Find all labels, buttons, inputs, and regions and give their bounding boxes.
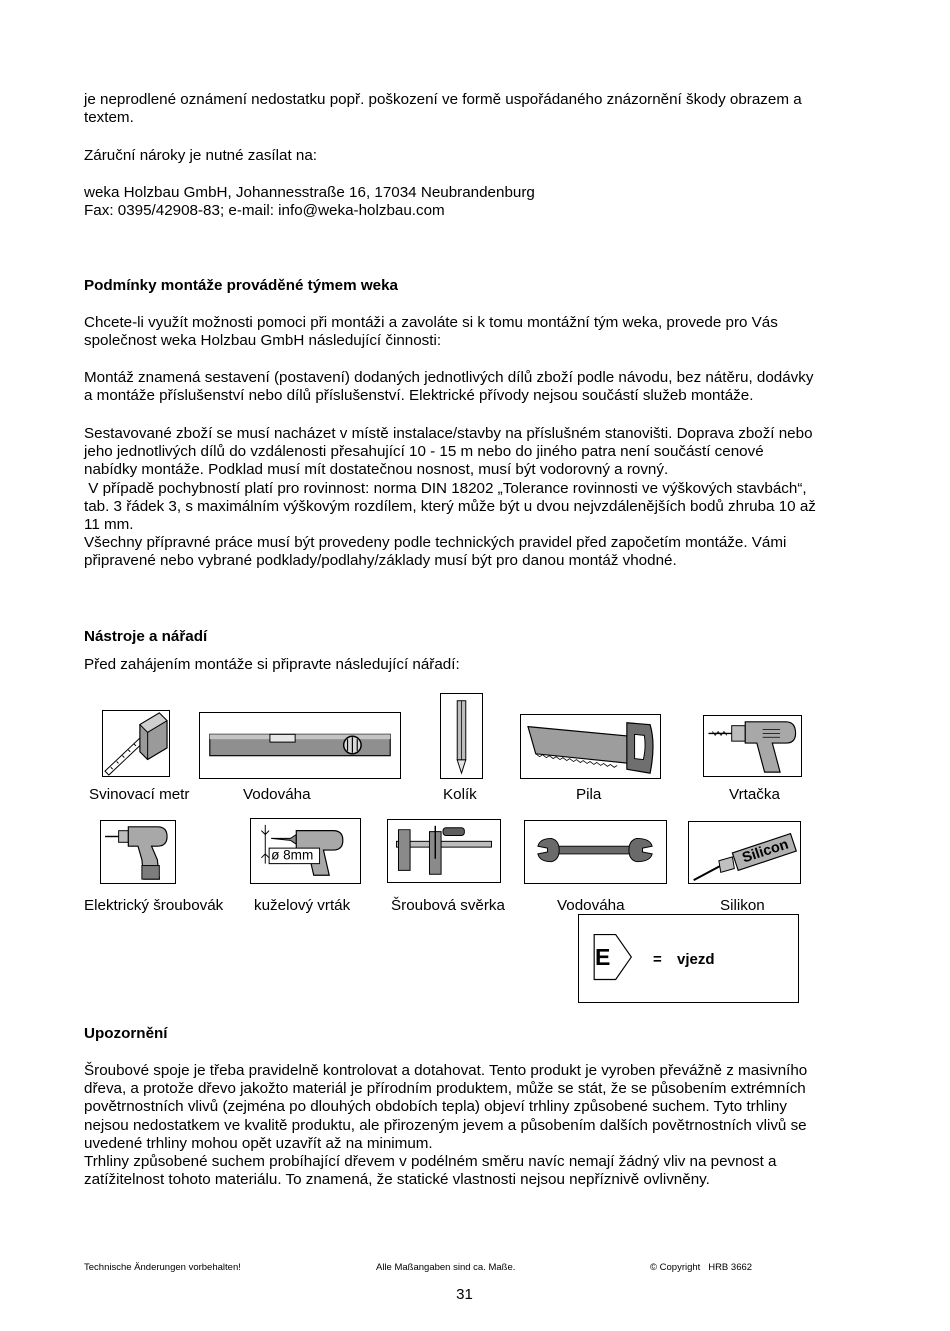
text-line: Sestavované zboží se musí nacházet v místě instalace/stavby na příslušném stanovišti. Doprava zboží nebo [84, 425, 813, 442]
text-line: Chcete-li využít možnosti pomoci při montáži a zavoláte si k tomu montážní tým weka, provede pro Vás [84, 314, 778, 331]
warning-heading: Upozornění [84, 1025, 168, 1042]
cordless-screwdriver-icon [100, 820, 176, 884]
intro-line: je neprodlené oznámení nedostatku popř. poškození ve formě uspořádaného znázornění škody obrazem a [84, 91, 802, 108]
tools-heading: Nástroje a nářadí [84, 628, 208, 645]
text-line: nejsou nedostatkem ve kvalitě produktu, ale přirozeným jevem a působením dalších povětrnostních vlivů se [84, 1116, 807, 1134]
text-line: a montáže příslušenství nebo dílů příslušenství. Elektrické přívody nejsou součástí služeb montáže. [84, 387, 754, 405]
legend-text: vjezd [677, 951, 715, 968]
text-line: společnost weka Holzbau GmbH následující činnosti: [84, 332, 442, 350]
footer-left: Technische Änderungen vorbehalten! [84, 1262, 241, 1273]
tool-label: Svinovací metr [89, 786, 190, 803]
legend-symbol: E [595, 944, 611, 970]
spirit-level-icon [199, 712, 401, 779]
assembly-heading: Podmínky montáže prováděné týmem weka [84, 277, 398, 294]
tool-label: Šroubová svěrka [391, 897, 505, 914]
text-line: připravené nebo vybrané podklady/podlahy/základy musí být pro danou montáž vhodné. [84, 552, 677, 570]
silicone-cartridge-icon [688, 821, 801, 884]
legend-equals: = [653, 951, 662, 968]
cartridge-text: Silicon [740, 836, 791, 867]
page-number: 31 [456, 1286, 473, 1303]
claims-line: Záruční nároky je nutné zasílat na: [84, 147, 318, 164]
intro-line: textem. [84, 109, 134, 127]
contact-line: Fax: 0395/42908-83; e-mail: info@weka-holzbau.com [84, 202, 445, 220]
footer-right: © Copyright HRB 3662 [650, 1262, 753, 1273]
text-line: dřeva, a protože dřevo jakožto materiál je přírodním produktem, může se stát, že se působením extrémních [84, 1080, 806, 1098]
text-line: V případě pochybností platí pro rovinnost: norma DIN 18202 „Tolerance rovinnosti ve výškových stavbách“, [84, 479, 807, 497]
text-line: Šroubové spoje je třeba pravidelně kontrolovat a dotahovat. Tento produkt je vyroben převážně z masivního [84, 1062, 808, 1079]
footer-center: Alle Maßangaben sind ca. Maße. [376, 1262, 516, 1273]
text-line: Trhliny způsobené suchem probíhající dřevem v podélném směru navíc nemají žádný vliv na pevnost a [84, 1153, 777, 1171]
tool-label: Kolík [443, 786, 477, 803]
text-line: jeho jednotlivých dílů do vzdálenosti přesahující 10 - 15 m nebo do jiného patra není součástí cenové [84, 443, 764, 461]
hand-saw-icon [520, 714, 661, 779]
assembly-paragraph-3 [84, 425, 874, 571]
drill-icon [703, 715, 802, 777]
tool-label: Silikon [720, 897, 765, 914]
tools-intro: Před zahájením montáže si připravte následující nářadí: [84, 656, 460, 673]
warning-paragraph [84, 1062, 874, 1189]
address-line: weka Holzbau GmbH, Johannesstraße 16, 17034 Neubrandenburg [84, 184, 535, 201]
text-line: nabídky montáže. Podklad musí mít dostatečnou nosnost, musí být vodorovný a rovný. [84, 461, 669, 479]
tool-label: Pila [576, 786, 602, 803]
text-line: 11 mm. [84, 516, 134, 534]
text-line: Montáž znamená sestavení (postavení) dodaných jednotlivých dílů zboží podle návodu, bez nátěru, dodávky [84, 369, 814, 386]
intro-paragraph [84, 91, 874, 127]
entrance-legend-box [578, 914, 799, 1003]
tape-measure-icon [102, 710, 170, 777]
bit-size-text: ø 8mm [271, 847, 314, 863]
tool-label: kuželový vrták [254, 897, 351, 914]
text-line: Všechny přípravné práce musí být provedeny podle technických pravidel před započetím montáže. Vámi [84, 534, 787, 552]
assembly-paragraph-2 [84, 369, 874, 405]
address-block [84, 184, 874, 220]
drill-bit-icon [250, 818, 361, 884]
text-line: povětrnostních vlivů (zejména po dlouhých obdobích tepla) objeví trhliny způsobené suchem. Tyto trhliny [84, 1098, 787, 1116]
tool-label: Elektrický šroubovák [84, 897, 224, 914]
text-line: zatížitelnost tohoto materiálu. To znamená, že statické vlastnosti nejsou nepříznivě ovlivněny. [84, 1171, 710, 1189]
tool-label: Vodováha [243, 786, 311, 803]
wrench-icon [524, 820, 667, 884]
pencil-icon [440, 693, 483, 779]
text-line: uvedené trhliny mohou opět uzavřít až na minimum. [84, 1134, 433, 1152]
assembly-paragraph-1 [84, 314, 874, 350]
text-line: tab. 3 řádek 3, s maximálním výškovým rozdílem, který může být u dvou nejvzdálenějších bodů zhruba 10 až [84, 497, 816, 515]
screw-clamp-icon [387, 819, 501, 883]
tool-label: Vodováha [557, 897, 625, 914]
tool-label: Vrtačka [729, 786, 780, 803]
